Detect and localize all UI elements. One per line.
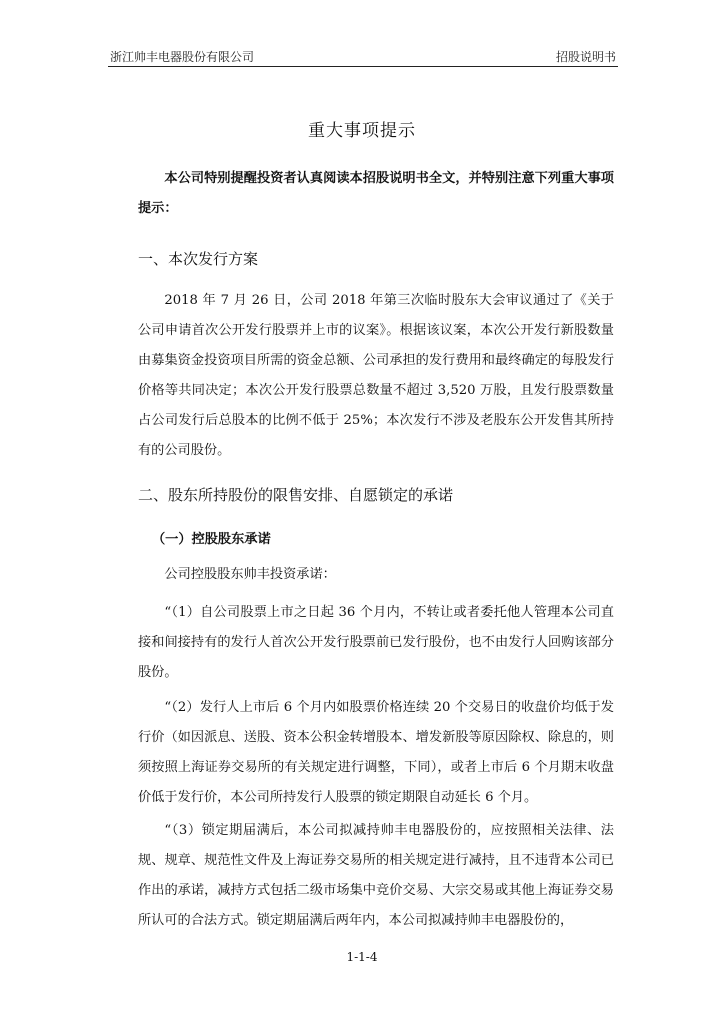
header-document-type: 招股说明书 [555,50,616,64]
commitment-item-1: “（1）自公司股票上市之日起 36 个月内，不转让或者委托他人管理本公司直接和间接持有的发行人首次公开发行股票前已发行股份，也不由发行人回购该部分股份。 [138,605,614,680]
section1-heading: 一、本次发行方案 [138,250,259,268]
page-title: 重大事项提示 [308,121,416,141]
section2-subheading: （一）控股股东承诺 [152,532,271,547]
page-header [108,44,618,67]
header-company-name: 浙江帅丰电器股份有限公司 [110,50,255,64]
commitment-item-2: “（2）发行人上市后 6 个月内如股票价格连续 20 个交易日的收盘价均低于发行价（如因派息、送股、资本公积金转增股本、增发新股等原因除权、除息的，则须按照上海证券交易所的有关规定进行调整，下同），或者上市后 6 个月期末收盘价低于发行价，本公司所持发行人股票的锁定期限自动延长 6 个月。 [138,700,614,805]
intro-paragraph: 本公司特别提醒投资者认真阅读本招股说明书全文，并特别注意下列重大事项提示： [138,171,614,216]
commitment-item-3: “（3）锁定期届满后，本公司拟减持帅丰电器股份的，应按照相关法律、法规、规章、规范性文件及上海证券交易所的相关规定进行减持，且不违背本公司已作出的承诺，减持方式包括二级市场集中竞价交易、大宗交易或其他上海证券交易所认可的合法方式。锁定期届满后两年内，本公司拟减持帅丰电器股份的， [138,823,614,928]
section2-lead: 公司控股股东帅丰投资承诺： [164,567,336,582]
page-number: 1-1-4 [346,950,378,964]
section1-paragraph: 2018 年 7 月 26 日，公司 2018 年第三次临时股东大会审议通过了《关于公司申请首次公开发行股票并上市的议案》。根据该议案，本次公开发行新股数量由募集资金投资项目所需的资金总额、公司承担的发行费用和最终确定的每股发行价格等共同决定；本次公开发行股票总数量不超过 3,520 万股，且发行股票数量占公司发行后总股本的比例不低于 25%；本次发行不涉及老股东公开发售其所持有的公司股份。 [138,293,614,458]
section2-heading: 二、股东所持股份的限售安排、自愿锁定的承诺 [138,486,454,504]
